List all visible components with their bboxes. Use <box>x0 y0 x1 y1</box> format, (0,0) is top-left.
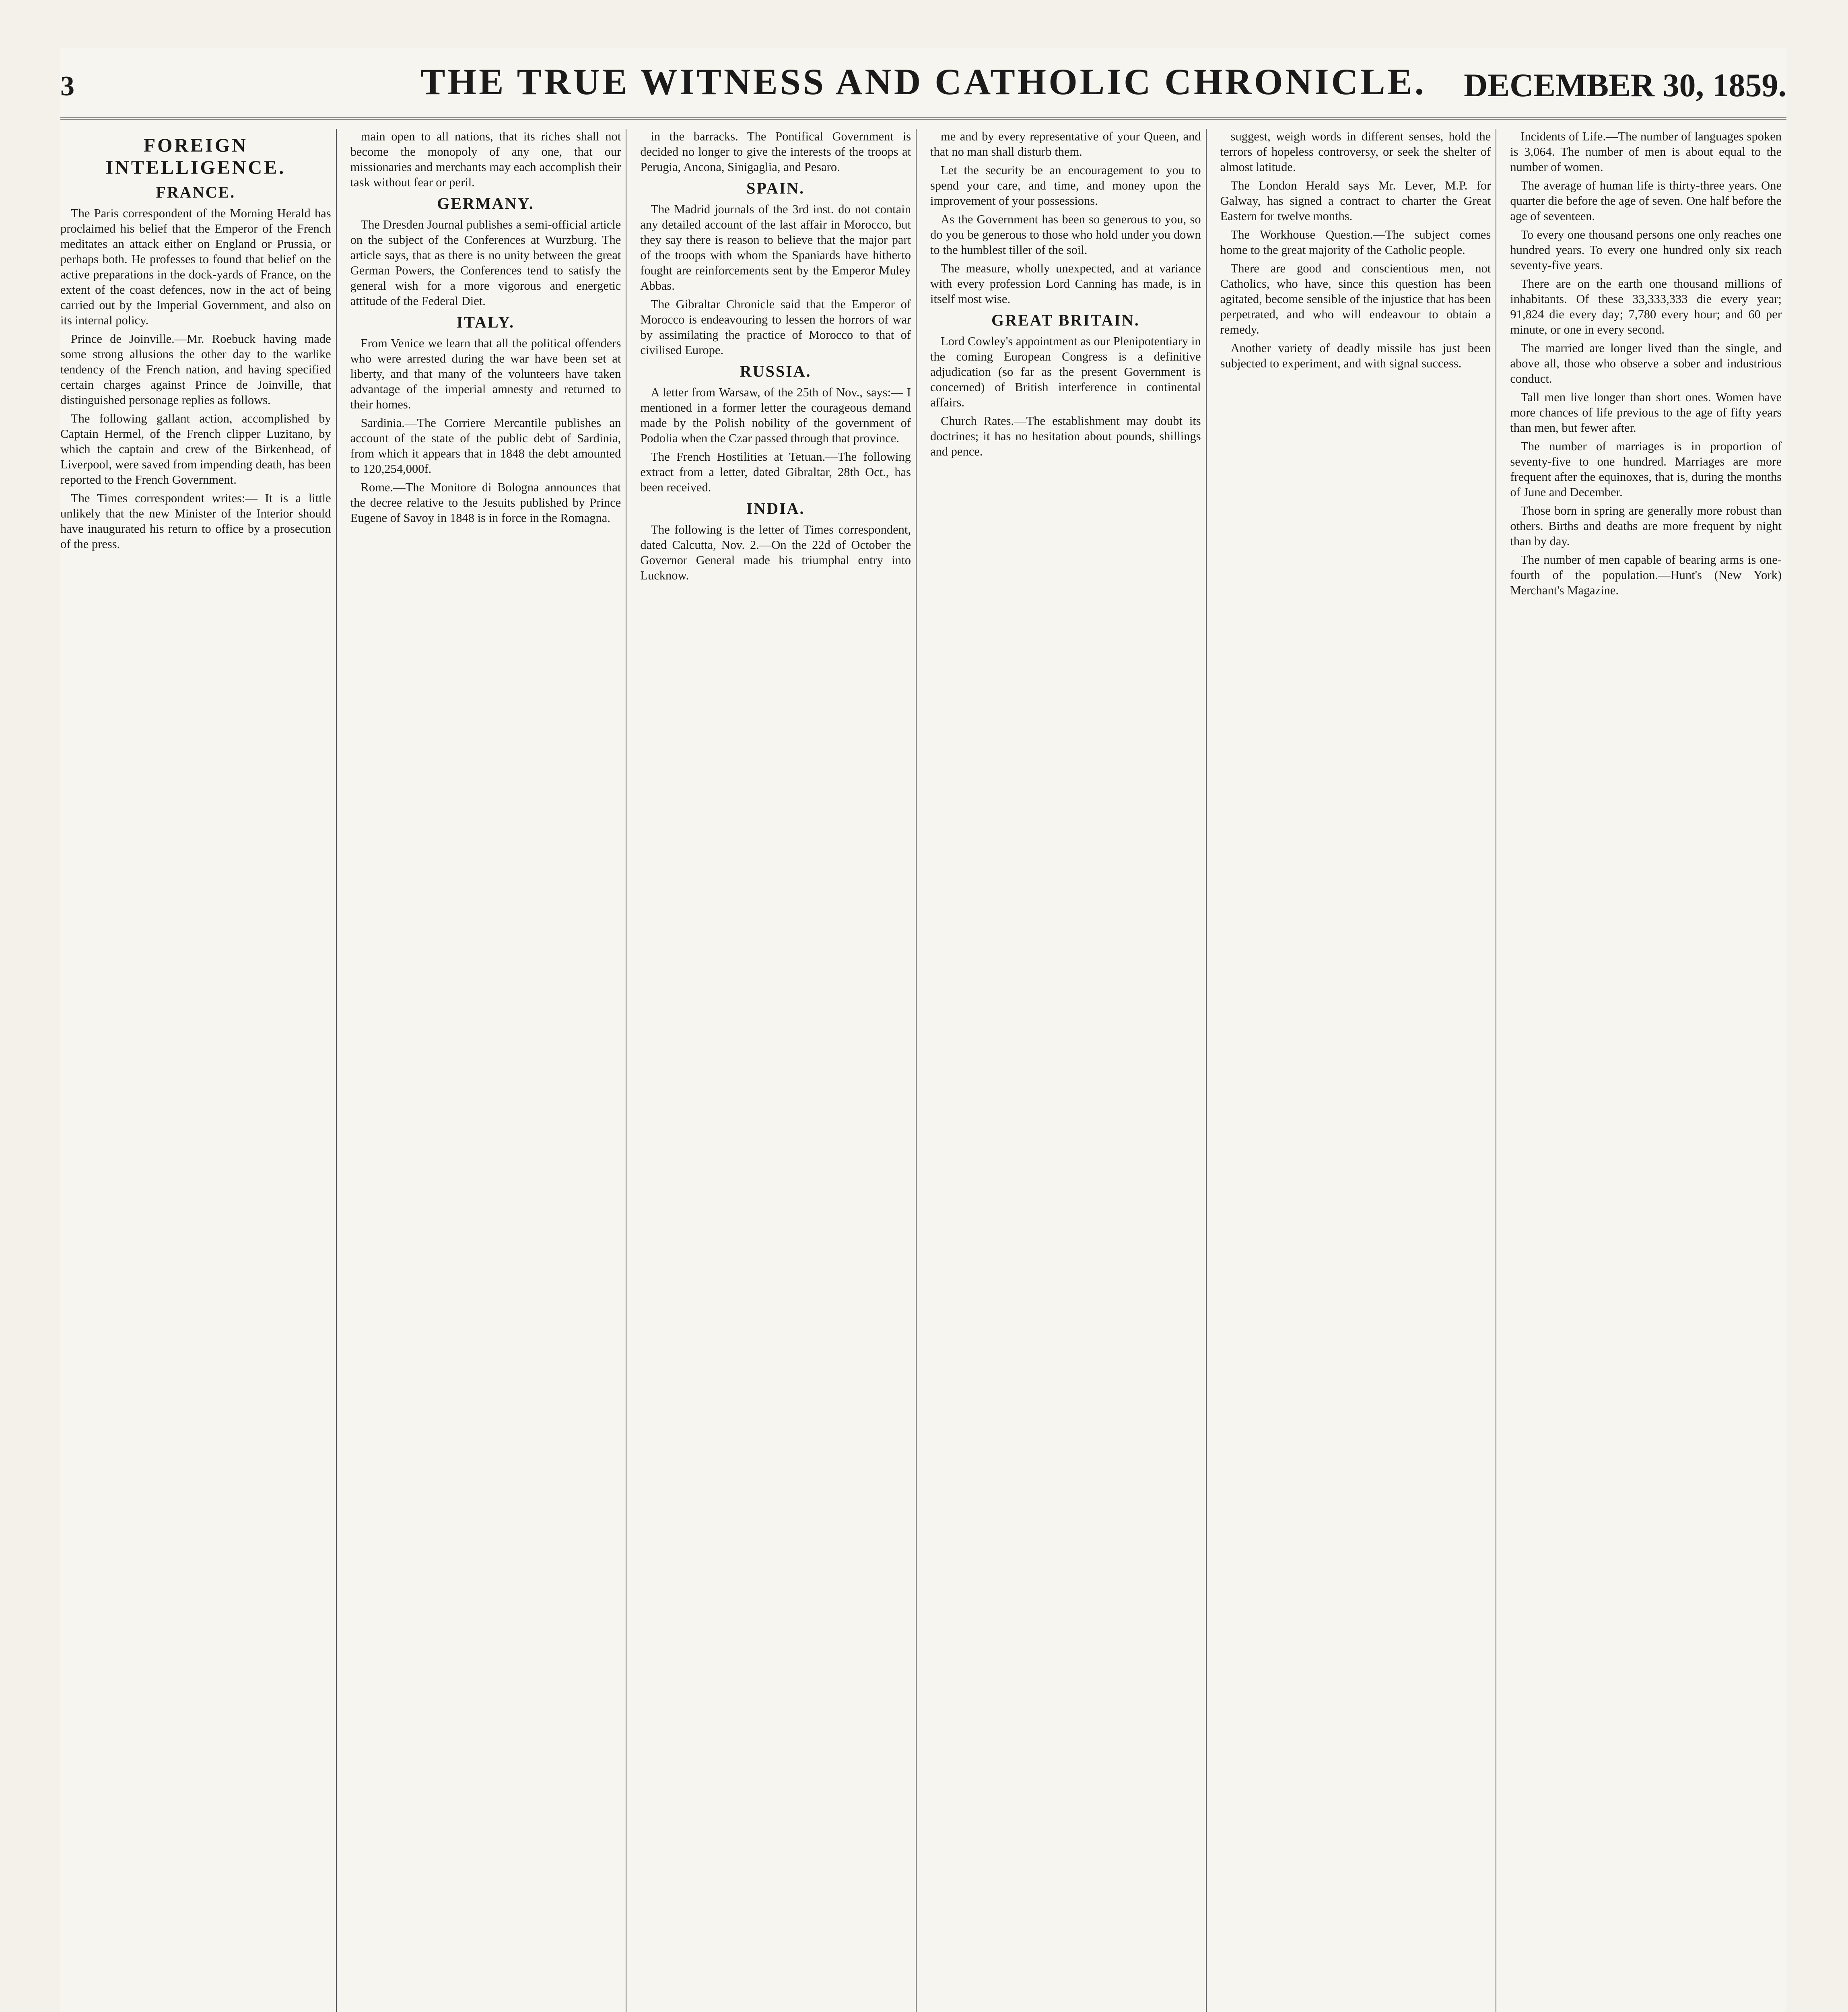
article-paragraph: The Times correspondent writes:— It is a little unlikely that the new Minister of the Interior should have inaugurated his return to office by a prosecution of the press. <box>60 491 331 551</box>
section-heading-foreign-intelligence: FOREIGN INTELLIGENCE. <box>105 135 286 178</box>
article-paragraph: The number of marriages is in proportion of seventy-five to one hundred. Marriages are more frequent after the equinoxes, that is, during the months of June and December. <box>1510 439 1782 499</box>
article-paragraph: The following is the letter of Times correspondent, dated Calcutta, Nov. 2.—On the 22d of October the Governor General made his triumphal entry into Lucknow. <box>640 523 911 582</box>
column-2 <box>350 129 627 2012</box>
article-paragraph: main open to all nations, that its riches shall not become the monopoly of any one, that our missionaries and merchants may each accomplish their task without fear or peril. <box>350 130 621 189</box>
article-paragraph: The average of human life is thirty-three years. One quarter die before the age of seven. One half before the age of seventeen. <box>1510 179 1782 223</box>
column-6 <box>1510 129 1786 2012</box>
article-paragraph: suggest, weigh words in different senses, hold the terrors of hopeless controversy, or seek the shelter of almost latitude. <box>1220 130 1491 174</box>
article-paragraph: The number of men capable of bearing arms is one-fourth of the population.—Hunt's (New York) Merchant's Magazine. <box>1510 553 1782 597</box>
heading-france: FRANCE. <box>156 183 236 201</box>
article-paragraph: Tall men live longer than short ones. Women have more chances of life previous to the age of fifty years than men, but fewer after. <box>1510 390 1782 435</box>
heading-russia: RUSSIA. <box>740 362 812 380</box>
article-paragraph: The French Hostilities at Tetuan.—The following extract from a letter, dated Gibraltar, 28th Oct., has been received. <box>640 450 911 494</box>
article-paragraph: Prince de Joinville.—Mr. Roebuck having made some strong allusions the other day to the warlike tendency of the French nation, and having specified certain charges against Prince de Joinville, that distinguished personage replies as follows. <box>60 332 331 407</box>
column-5 <box>1220 129 1497 2012</box>
article-paragraph: The Paris correspondent of the Morning Herald has proclaimed his belief that the Emperor of the French meditates an attack either on England or Prussia, or perhaps both. He professes to found that belief on the active preparations in the dock-yards of France, on the extent of the coast defences, now in the act of being carried out by the Imperial Government, and also on its internal policy. <box>60 206 331 327</box>
newspaper-page <box>60 48 1786 2012</box>
article-paragraph: Sardinia.—The Corriere Mercantile publishes an account of the state of the public debt of Sardinia, from which it appears that in 1848 the debt amounted to 120,254,000f. <box>350 416 621 476</box>
heading-italy: ITALY. <box>456 313 515 331</box>
article-paragraph: Another variety of deadly missile has just been subjected to experiment, and with signal success. <box>1220 341 1491 370</box>
article-paragraph: The Gibraltar Chronicle said that the Emperor of Morocco is endeavouring to lessen the horrors of war by assimilating the practice of Morocco to that of civilised Europe. <box>640 297 911 357</box>
article-paragraph: Lord Cowley's appointment as our Plenipotentiary in the coming European Congress is a definitive adjudication (so far as the present Government is concerned) of British interference in continental affairs. <box>930 334 1201 409</box>
article-paragraph: Rome.—The Monitore di Bologna announces that the decree relative to the Jesuits published by Prince Eugene of Savoy in 1848 is in force in the Romagna. <box>350 480 621 525</box>
article-paragraph: The London Herald says Mr. Lever, M.P. for Galway, has signed a contract to charter the Great Eastern for twelve months. <box>1220 179 1491 223</box>
article-paragraph: me and by every representative of your Queen, and that no man shall disturb them. <box>930 130 1201 159</box>
column-3 <box>640 129 917 2012</box>
article-paragraph: To every one thousand persons one only reaches one hundred years. To every one hundred only six reach seventy-five years. <box>1510 228 1782 272</box>
heading-great-britain: GREAT BRITAIN. <box>991 311 1140 329</box>
article-paragraph: The measure, wholly unexpected, and at variance with every profession Lord Canning has made, is in itself most wise. <box>930 262 1201 306</box>
heading-germany: GERMANY. <box>437 194 534 212</box>
issue-date: DECEMBER 30, 1859. <box>1464 67 1786 103</box>
article-paragraph: Let the security be an encouragement to you to spend your care, and time, and money upon the improvement of your possessions. <box>930 163 1201 208</box>
column-4 <box>930 129 1207 2012</box>
columns <box>60 129 1786 2012</box>
article-paragraph: Those born in spring are generally more robust than others. Births and deaths are more frequent by night than by day. <box>1510 504 1782 548</box>
newspaper-title: THE TRUE WITNESS AND CATHOLIC CHRONICLE. <box>420 61 1426 102</box>
article-paragraph: There are good and conscientious men, not Catholics, who have, since this question has been agitated, become sensible of the injustice that has been perpetrated, and who will endeavour to obtain a remedy. <box>1220 262 1491 336</box>
article-paragraph: There are on the earth one thousand millions of inhabitants. Of these 33,333,333 die every year; 91,824 die every day; 7,780 every hour; and 60 per minute, or one in every second. <box>1510 277 1782 336</box>
article-paragraph: The married are longer lived than the single, and above all, those who observe a sober and industrious conduct. <box>1510 341 1782 385</box>
heading-spain: SPAIN. <box>746 179 805 197</box>
article-paragraph: Church Rates.—The establishment may doubt its doctrines; it has no hesitation about pounds, shillings and pence. <box>930 414 1201 458</box>
article-paragraph: Incidents of Life.—The number of languages spoken is 3,064. The number of men is about equal to the number of women. <box>1510 130 1782 174</box>
heading-india: INDIA. <box>746 499 805 517</box>
article-paragraph: in the barracks. The Pontifical Government is decided no longer to give the interests of the troops at Perugia, Ancona, Sinigaglia, and Pesaro. <box>640 130 911 174</box>
masthead <box>60 48 1786 120</box>
article-paragraph: From Venice we learn that all the political offenders who were arrested during the war have been set at liberty, and that many of the volunteers have taken advantage of the imperial amnesty and returned to their homes. <box>350 336 621 411</box>
article-paragraph: The Dresden Journal publishes a semi-official article on the subject of the Conferences at Wurzburg. The article says, that as there is no unity between the great German Powers, the Conferences tend to satisfy the general wish for a more vigorous and energetic attitude of the Federal Diet. <box>350 218 621 308</box>
column-1 <box>60 129 337 2012</box>
article-paragraph: The Madrid journals of the 3rd inst. do not contain any detailed account of the last affair in Morocco, but they say there is reason to believe that the major part of the troops with whom the Spaniards have hitherto fought are reinforcements sent by the Emperor Muley Abbas. <box>640 202 911 293</box>
article-paragraph: As the Government has been so generous to you, so do you be generous to those who hold under you down to the humblest tiller of the soil. <box>930 212 1201 257</box>
article-paragraph: The following gallant action, accomplished by Captain Hermel, of the French clipper Luzitano, by which the captain and crew of the Birkenhead, of Liverpool, were saved from impending death, has been reported to the French Government. <box>60 412 331 487</box>
article-paragraph: The Workhouse Question.—The subject comes home to the great majority of the Catholic people. <box>1220 228 1491 257</box>
article-paragraph: A letter from Warsaw, of the 25th of Nov., says:— I mentioned in a former letter the courageous demand made by the Polish nobility of the government of Podolia when the Czar passed through that province. <box>640 385 911 445</box>
page-number: 3 <box>60 71 74 102</box>
